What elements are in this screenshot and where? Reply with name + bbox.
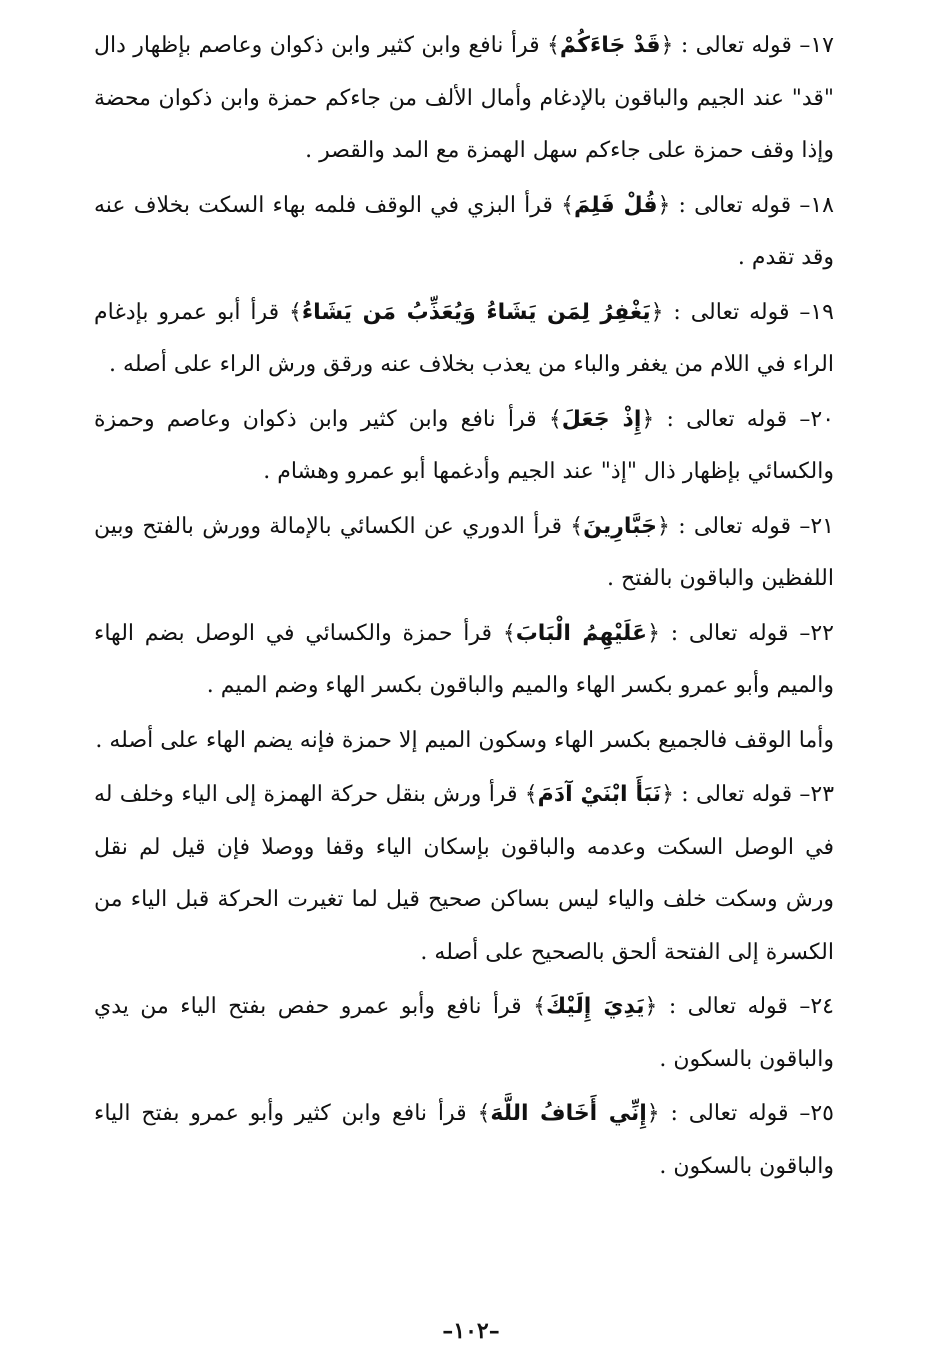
quranic-verse: ﴿جَبَّارِينَ﴾ bbox=[570, 513, 670, 539]
entry-text: قرأ نافع وابن كثير وابن ذكوان وعاصم وحمزة والكسائي بإظهار ذال "إذ" عند الجيم وأدغمها أبو عمرو وهشام . bbox=[94, 406, 834, 484]
entry-number: ٢٢– قوله تعالى : bbox=[670, 620, 834, 646]
entry-number: ٢٣– قوله تعالى : bbox=[681, 782, 835, 807]
entry-23 bbox=[94, 769, 834, 979]
entry-text: قرأ أبو عمرو بإدغام الراء في اللام من يغفر والباء من يعذب بخلاف عنه ورقق ورش الراء على أصله . bbox=[94, 299, 834, 377]
quranic-verse: ﴿عَلَيْهِمُ الْبَابَ﴾ bbox=[502, 620, 660, 646]
entry-number: ١٩– قوله تعالى : bbox=[673, 299, 834, 325]
entry-17 bbox=[94, 20, 834, 178]
entry-number: ١٨– قوله تعالى : bbox=[678, 192, 834, 218]
entry-number: ٢٤– قوله تعالى : bbox=[668, 994, 834, 1019]
entry-24 bbox=[94, 981, 834, 1086]
quranic-verse: ﴿قَدْ جَاءَكُمْ﴾ bbox=[547, 33, 674, 58]
entry-18 bbox=[94, 180, 834, 285]
entry-22-note: وأما الوقف فالجميع بكسر الهاء وسكون الميم إلا حمزة فإنه يضم الهاء على أصله . bbox=[95, 727, 834, 753]
entry-20 bbox=[94, 394, 834, 499]
page-number: –١٠٢– bbox=[442, 1318, 500, 1344]
entry-19 bbox=[94, 287, 834, 392]
quranic-verse: ﴿إِذْ جَعَلَ﴾ bbox=[548, 406, 655, 432]
quranic-verse: ﴿قُلْ فَلِمَ﴾ bbox=[561, 192, 671, 218]
entry-text: قرأ حمزة والكسائي في الوصل بضم الهاء والميم وأبو عمرو بكسر الهاء والميم والباقون بكسر الهاء وضم الميم . bbox=[94, 620, 834, 698]
entry-number: ٢٠– قوله تعالى : bbox=[666, 406, 835, 432]
quranic-verse: ﴿نَبَأَ ابْنَيْ آدَمَ﴾ bbox=[524, 782, 674, 807]
entry-text: قرأ البزي في الوقف فلمه بهاء السكت بخلاف عنه وقد تقدم . bbox=[94, 192, 834, 270]
quranic-verse: ﴿يَغْفِرُ لِمَن يَشَاءُ وَيُعَذِّبُ مَن يَشَاءُ﴾ bbox=[289, 299, 664, 325]
quranic-verse: ﴿إِنِّي أَخَافُ اللَّهَ﴾ bbox=[477, 1101, 660, 1126]
entry-number: ٢١– قوله تعالى : bbox=[678, 513, 834, 539]
entry-text: قرأ ورش بنقل حركة الهمزة إلى الياء وخلف له في الوصل السكت وعدمه والباقون بإسكان الياء وقفا ووصلا فإن قيل لم نقل ورش وسكت خلف والياء ليس بساكن صحيح قيل لما تغيرت الحركة قبل الياء من الكسرة إلى الفتحة ألحق بالصحيح على أصله . bbox=[94, 782, 834, 965]
quranic-verse: ﴿يَدِيَ إِلَيْكَ﴾ bbox=[533, 994, 658, 1019]
entry-21 bbox=[94, 501, 834, 606]
entry-text: قرأ الدوري عن الكسائي بالإمالة وورش بالفتح وبين اللفظين والباقون بالفتح . bbox=[94, 513, 834, 591]
entry-text: قرأ نافع وأبو عمرو حفص بفتح الياء من يدي والباقون بالسكون . bbox=[94, 994, 834, 1072]
entry-25 bbox=[94, 1088, 834, 1193]
entry-22 bbox=[94, 608, 834, 713]
entries-list bbox=[94, 20, 834, 1193]
entry-number: ٢٥– قوله تعالى : bbox=[670, 1101, 834, 1126]
entry-text: قرأ نافع وابن كثير وأبو عمرو بفتح الياء والباقون بالسكون . bbox=[94, 1101, 834, 1179]
entry-number: ١٧– قوله تعالى : bbox=[680, 33, 834, 58]
entry-text: قرأ نافع وابن كثير وابن ذكوان وعاصم بإظهار دال "قد" عند الجيم والباقون بالإدغام وأمال الألف من جاءكم حمزة وابن ذكوان محضة وإذا وقف حمزة على جاءكم سهل الهمزة مع المد والقصر . bbox=[94, 33, 834, 163]
